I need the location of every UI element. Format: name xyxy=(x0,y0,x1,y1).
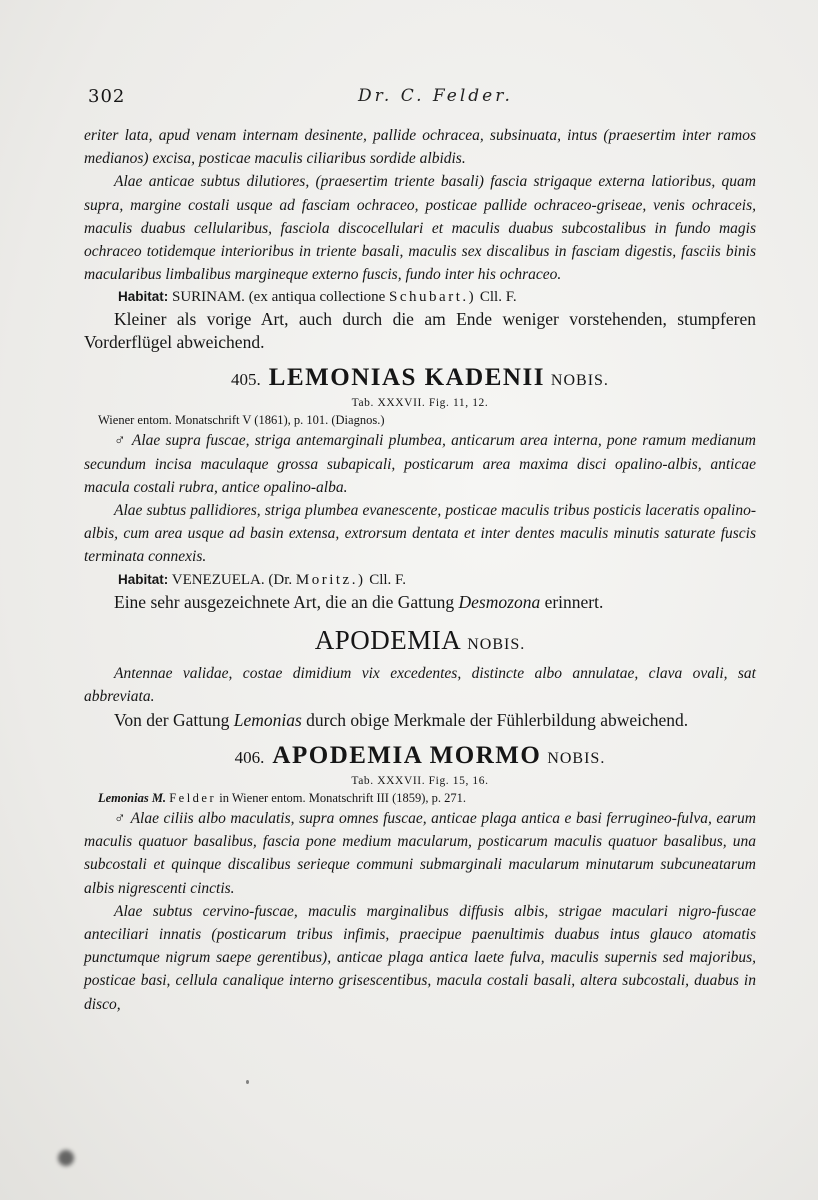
species-405-citation: Wiener entom. Monatschrift V (1861), p. 101. (Diagnos.) xyxy=(98,413,385,428)
page-header xyxy=(88,86,748,110)
species-405-number: 405. xyxy=(231,370,261,390)
habitat-place: SURINAM. xyxy=(172,289,245,306)
species-406-latin-2: Alae subtus cervino-fuscae, maculis marginalibus diffusis albis, strigae maculari nigro-fuscae anteciliari innatis (posticarum tribus infimis, praecipue paenultimis duabus intus glauco atomatis punctumque nigrum saepe gerentibus), anticae plaga antica laete fulva, maculis supernis sed majoribus, posticae basi, cellula canalique interno grisescentibus, macula costali basali, altera subcostali, duabus in disco, xyxy=(84,902,756,1013)
ink-dot xyxy=(246,1080,249,1084)
habitat-collector: Moritz.) xyxy=(295,571,366,588)
ink-stain xyxy=(58,1150,74,1166)
species-405-german xyxy=(84,591,756,614)
german-post: erinnert. xyxy=(544,591,604,612)
page-number: 302 xyxy=(88,86,126,107)
continuation-german: Kleiner als vorige Art, auch durch die am Ende weniger vorstehenden, stumpferen Vorderflügel abweichend. xyxy=(84,309,756,352)
habitat-place: VENEZUELA. xyxy=(171,571,265,588)
genus-latin: Antennae validae, costae dimidium vix excedentes, distincte albo annulatae, clava ovali, sat abbreviata. xyxy=(84,665,756,706)
species-406-citation xyxy=(84,789,756,807)
german-pre: Eine sehr ausgezeichnete Art, die an die Gattung xyxy=(114,591,455,612)
species-406-nobis: NOBIS. xyxy=(547,750,606,768)
citation-name: Felder xyxy=(169,791,217,806)
species-405-habitat xyxy=(84,569,756,591)
habitat-label: Habitat: xyxy=(118,571,169,587)
genus-german xyxy=(84,709,756,732)
habitat-coll: Cll. F. xyxy=(369,571,406,588)
running-head: Dr. C. Felder. xyxy=(358,86,513,106)
species-405-latin-1: ♂ Alae supra fuscae, striga antemarginali plumbea, anticarum area interna, pone ramum medianum secundum incisa maculaque grossa subapicali, posticarum area maxima disci opalino-albis, anticae macula costali rubra, antice opalino-alba. xyxy=(84,432,756,496)
species-405-nobis: NOBIS. xyxy=(550,372,609,390)
species-405-title xyxy=(84,363,756,396)
species-406-title xyxy=(84,741,756,774)
species-406-latin-1: ♂ Alae ciliis albo maculatis, supra omnes fuscae, anticae plaga antica e basi ferrugineo-fulva, earum maculis quatuor basalibus, fascia pone medium macularum, posticarum maculis quatuor basalibus, una subcostali et quinque discalibus serieque communi submarginali macularum minutarum subcuneatarum albis nigrescenti cinctis. xyxy=(84,810,756,897)
species-406-tab-ref: Tab. XXXVII. Fig. 15, 16. xyxy=(351,775,489,788)
habitat-collector-pre: (Dr. xyxy=(268,571,293,588)
species-405-tab-ref: Tab. XXXVII. Fig. 11, 12. xyxy=(351,397,489,410)
german-genus: Desmozona xyxy=(458,591,541,612)
habitat-coll: Cll. F. xyxy=(479,289,517,306)
species-405-name: LEMONIAS KADENII xyxy=(268,364,545,392)
citation-rest: in Wiener entom. Monatschrift III (1859), p. 271. xyxy=(219,791,467,806)
german-post: durch obige Merkmale der Fühlerbildung abweichend. xyxy=(306,709,689,730)
habitat-collector: Schubart.) xyxy=(389,289,477,306)
continuation-latin-2: Alae anticae subtus dilutiores, (praesertim triente basali) fascia strigaque externa latioribus, quam supra, margine costali usque ad fasciam ochraceo, posticae pallide ochraceo-griseae, venis ochraceis, maculis duabus cellularibus, fasciola discocellulari et maculis duabus subcostalibus in fundo magis ochraceo totidemque interioribus in triente basali, maculis sex discalibus in fasciam digestis, fasciis binis macularibus limbalibus margineque externo fuscis, fundo inter his ochraceo. xyxy=(84,173,756,284)
genus-title xyxy=(84,623,756,662)
continuation-latin-1: eriter lata, apud venam internam desinente, pallide ochracea, subsinuata, intus (praesertim inter ramos medianos) excisa, posticae maculis ciliaribus sordide albidis. xyxy=(84,127,756,168)
german-pre: Von der Gattung xyxy=(114,709,230,730)
page-body xyxy=(84,124,756,1016)
habitat-label: Habitat: xyxy=(118,289,169,305)
species-406-name: APODEMIA MORMO xyxy=(272,742,542,770)
genus-nobis: NOBIS. xyxy=(467,636,526,654)
german-genus: Lemonias xyxy=(233,709,302,730)
species-406-number: 406. xyxy=(234,748,265,768)
citation-author: Lemonias M. xyxy=(98,791,167,806)
habitat-note: (ex antiqua collectione xyxy=(248,289,386,306)
genus-name: APODEMIA xyxy=(314,625,462,656)
continuation-habitat xyxy=(84,286,756,308)
species-405-latin-2: Alae subtus pallidiores, striga plumbea evanescente, posticae maculis tribus posticis laceratis opalino-albis, cum area usque ad basin extensa, extrorsum dentata et inter dentes maculis minutis saturate fuscis terminata connexis. xyxy=(84,502,756,566)
